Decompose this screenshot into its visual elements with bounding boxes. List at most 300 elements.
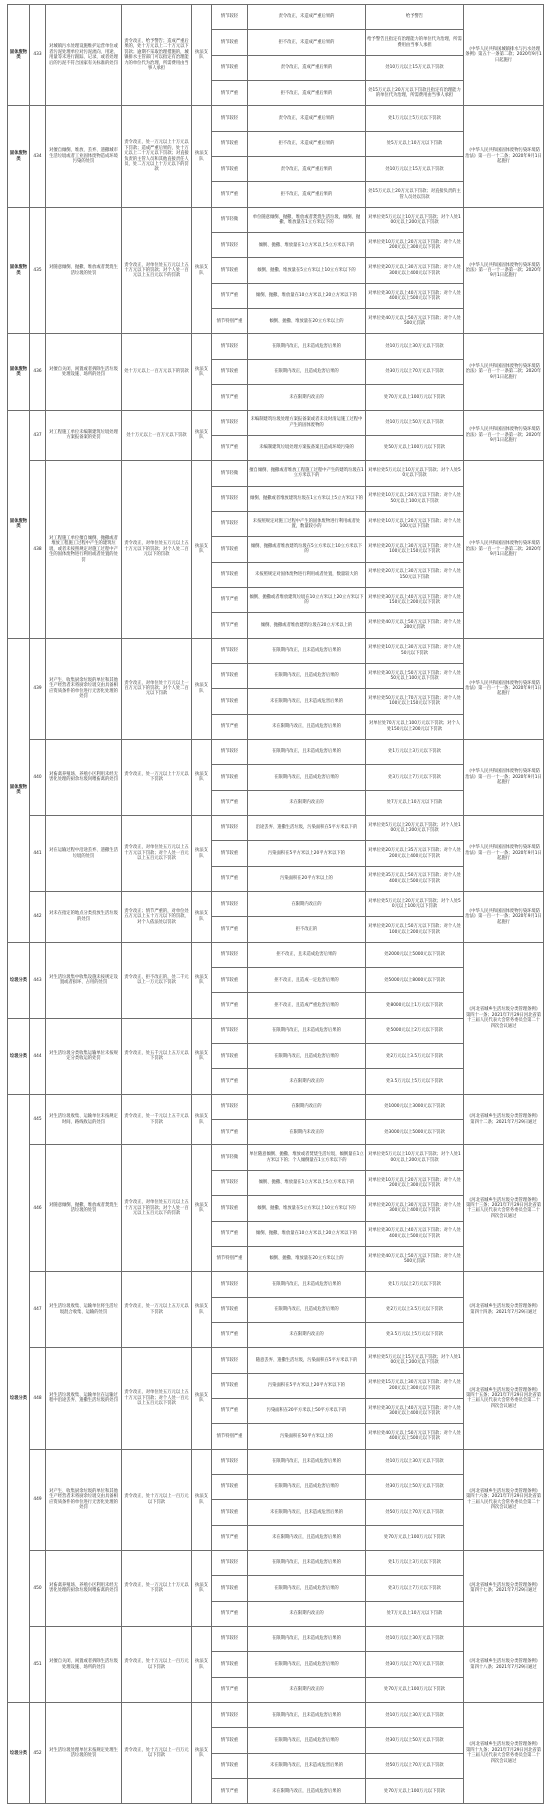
circumstance-cell: 污染面积在5平方米以上20平方米以下的 xyxy=(248,1373,366,1398)
penalty-standard-cell: 处70万元以上100万元以下罚款 xyxy=(366,385,464,410)
penalty-standard-cell: 处2万元以上3.5万元以下罚款 xyxy=(366,1044,464,1069)
severity-level-cell: 情节较轻 xyxy=(212,739,248,764)
legal-basis-cell: 《中华人民共和国固体废物污染环境防治法》第一百一十一条；2020年9月1日起施行 xyxy=(464,892,544,943)
penalty-basis-cell: 责令改正，处一万元以上十万元以下罚款；造成严重后果的，处十万元以上二十万元以下罚款；对直接负责的主管人员和其他直接责任人员，处二万元以上十万元以下的罚款 xyxy=(122,106,192,207)
penalty-standard-cell: 处5000元以上2万元以下罚款 xyxy=(366,1018,464,1043)
penalty-standard-cell: 对单位处35万元以上50万元以下罚款；对个人处400元以上500元以下罚款 xyxy=(366,866,464,891)
penalty-standard-cell: 对单位处5万元以上15万元以下罚款；对个人处100元以上200元以下罚款 xyxy=(366,1348,464,1373)
item-number-cell: 442 xyxy=(30,892,46,943)
circumstance-cell: 倾倒、抛撒、堆放量在10立方米以上20立方米以下的 xyxy=(248,1221,366,1246)
circumstance-cell: 责令改正，未造成严重后果的 xyxy=(248,5,366,30)
item-number-cell: 435 xyxy=(30,207,46,334)
severity-level-cell: 情节较重 xyxy=(212,1297,248,1322)
penalty-basis-cell: 责令改正，处十万元以上一百万元以下罚款 xyxy=(122,1449,192,1550)
severity-level-cell: 情节较轻 xyxy=(212,892,248,917)
penalty-standard-cell: 对单位处5万元以上20万元以下罚款；对个人处50元以上100元以下罚款 xyxy=(366,892,464,917)
category-cell: 垃圾分类 xyxy=(8,1018,30,1094)
legal-basis-cell: 《中华人民共和国固体废物污染环境防治法》第一百一十一条；2020年9月1日起施行 xyxy=(464,638,544,739)
enforcement-unit-cell: 执法支队 xyxy=(192,1145,212,1272)
item-number-cell: 440 xyxy=(30,739,46,815)
penalty-standard-cell: 处10万元以上30万元以下罚款 xyxy=(366,1449,464,1474)
severity-level-cell: 情节较重 xyxy=(212,157,248,182)
category-cell: 固体废物类 xyxy=(8,410,30,638)
circumstance-cell: 未按照规定对固体废物进行利用或者处置，数量较大的 xyxy=(248,562,366,587)
severity-level-cell: 情节较重 xyxy=(212,1196,248,1221)
circumstance-cell: 拒不改正，且造成一定危害后果的 xyxy=(248,968,366,993)
legal-basis-cell: 《中华人民共和国固体废物污染环境防治法》第一百一十一条第一款；2020年9月1日起施行 xyxy=(464,207,544,334)
severity-level-cell: 情节严重 xyxy=(212,993,248,1018)
penalty-standard-cell: 处2万元以上3.5万元以下罚款 xyxy=(366,1297,464,1322)
table-row xyxy=(8,1272,544,1297)
penalty-basis-cell: 责令改正，对单位处五万元以上五十万元以下的罚款；对个人处一百元以上五百元以下的罚款 xyxy=(122,1145,192,1272)
circumstance-cell: 未在限期内改正的 xyxy=(248,790,366,815)
item-number-cell: 448 xyxy=(30,1348,46,1449)
severity-level-cell: 情节较重 xyxy=(212,55,248,80)
severity-level-cell: 情节较轻 xyxy=(212,1018,248,1043)
circumstance-cell: 在限期内改正，且造成危害后果的 xyxy=(248,765,366,790)
severity-level-cell: 情节严重 xyxy=(212,1069,248,1094)
table-row xyxy=(8,638,544,663)
severity-level-cell: 情节较重 xyxy=(212,968,248,993)
penalty-standard-cell: 处30万元以上70万元以下罚款 xyxy=(366,1652,464,1677)
table-row xyxy=(8,207,544,232)
penalty-basis-cell: 责令改正，对单位处五万元以上五十万元以下的罚款；对个人处二百元以下的罚款 xyxy=(122,461,192,638)
legal-basis-cell: 《河北省城乡生活垃圾分类管理条例》第四十九条；2021年7月29日河北省第十三届人民代表大会常务委员会第二十四次会议通过 xyxy=(464,1703,544,1804)
category-cell: 固体废物类 xyxy=(8,5,30,106)
enforcement-unit-cell: 执法支队 xyxy=(192,1094,212,1145)
severity-level-cell: 情节较轻 xyxy=(212,106,248,131)
penalty-standard-cell: 处30万元以上50万元以下罚款 xyxy=(366,1474,464,1499)
penalty-standard-cell: 给予警告且指定有治理能力的单位代为治理，所需费用由当事人承担 xyxy=(366,30,464,55)
enforcement-unit-cell: 执法支队 xyxy=(192,1703,212,1804)
penalty-standard-cell: 处15万元以上20万元以下罚款且指定有治理能力的单位代为治理，所需费用由当事人承担 xyxy=(366,81,464,106)
circumstance-cell: 在限期内改正，且造成危害后果的 xyxy=(248,1576,366,1601)
circumstance-cell: 未在限期内改正的 xyxy=(248,385,366,410)
item-number-cell: 444 xyxy=(30,1018,46,1094)
severity-level-cell: 情节较轻 xyxy=(212,942,248,967)
severity-level-cell: 情节较重 xyxy=(212,1652,248,1677)
item-number-cell: 441 xyxy=(30,816,46,892)
penalty-standard-cell: 处10万元以上50万元以下罚款 xyxy=(366,410,464,435)
penalty-standard-cell: 对单位处5万元以上10万元以下罚款；对个人处100元以上200元以下罚款 xyxy=(366,1145,464,1170)
item-number-cell: 450 xyxy=(30,1550,46,1626)
severity-level-cell: 情节较重 xyxy=(212,537,248,562)
severity-level-cell: 情节较重 xyxy=(212,663,248,688)
severity-level-cell: 情节严重 xyxy=(212,81,248,106)
circumstance-cell: 倾倒、抛撒、堆放量在5立方米以上10立方米以下的 xyxy=(248,258,366,283)
severity-level-cell: 情节较重 xyxy=(212,1753,248,1778)
severity-level-cell: 情节较轻 xyxy=(212,5,248,30)
circumstance-cell: 责令改正，未造成严重后果的 xyxy=(248,106,366,131)
circumstance-cell: 倾倒、抛撒、堆放量在20立方米以上的 xyxy=(248,1246,366,1271)
violation-item-cell: 对城镇污水处理设施维护运营单位或者污泥处理单位对污泥流向、用途、用量等未进行跟踪、记录，或者处理后的污泥不符合国家有关标准的处罚 xyxy=(46,5,122,106)
penalty-basis-cell: 责令改正，处一万元以上十万元以下罚款 xyxy=(122,739,192,815)
severity-level-cell: 情节较轻 xyxy=(212,233,248,258)
penalty-standard-cell: 处70万元以上100万元以下罚款 xyxy=(366,1779,464,1804)
legal-basis-cell: 《河北省城乡生活垃圾分类管理条例》第四十二条；2021年7月29日通过 xyxy=(464,1094,544,1145)
violation-item-cell: 对生活垃圾收集、运输单位将生活垃圾混合收集、运输的处罚 xyxy=(46,1272,122,1348)
table-row xyxy=(8,942,544,967)
severity-level-cell: 情节较轻 xyxy=(212,1272,248,1297)
penalty-standard-cell: 对单位处5万元以上10万元以下罚款；对个人处100元以上200元以下罚款 xyxy=(366,207,464,232)
severity-level-cell: 情节较重 xyxy=(212,841,248,866)
severity-level-cell: 情节严重 xyxy=(212,283,248,308)
circumstance-cell: 未按照规定对施工过程中产生的固体废物进行利用或者处置，数量较小的 xyxy=(248,511,366,536)
table-row xyxy=(8,5,544,30)
circumstance-cell: 在限期内改正，且造成危害后果的 xyxy=(248,1728,366,1753)
penalty-standard-cell: 处3万元以上7万元以下罚款 xyxy=(366,765,464,790)
severity-level-cell: 情节严重 xyxy=(212,1677,248,1702)
circumstance-cell: 倾倒、抛撒或者堆放建筑垃圾在1立方米以上5立方米以下的 xyxy=(248,486,366,511)
category-cell: 固体废物类 xyxy=(8,334,30,410)
severity-level-cell: 情节较重 xyxy=(212,1044,248,1069)
circumstance-cell: 倾倒、抛撒或者堆放建筑垃圾在10立方米以上20立方米以下的 xyxy=(248,587,366,612)
legal-basis-cell: 《中华人民共和国固体废物污染环境防治法》第一百一十一条；2020年9月1日起施行 xyxy=(464,816,544,892)
category-cell: 固体废物类 xyxy=(8,207,30,334)
penalty-basis-cell: 责令改正，处一万元以上十万元以下罚款 xyxy=(122,1550,192,1626)
circumstance-cell: 在限期内改正，且造成危害后果的 xyxy=(248,1652,366,1677)
circumstance-cell: 未在限期内改正，且未造成危害后果的 xyxy=(248,1753,366,1778)
penalty-standard-cell: 处8000元以上1万元以下罚款 xyxy=(366,993,464,1018)
table-row xyxy=(8,816,544,841)
penalty-standard-cell: 处3万元以上7万元以下罚款 xyxy=(366,1576,464,1601)
violation-item-cell: 对工程施工单位未编制建筑垃圾处理方案报备案的处罚 xyxy=(46,410,122,461)
circumstance-cell: 未在限期内改正的 xyxy=(248,1322,366,1347)
circumstance-cell: 倾倒、抛撒、堆放量在1立方米以上5立方米以下的 xyxy=(248,233,366,258)
severity-level-cell: 情节特别严重 xyxy=(212,1424,248,1449)
violation-item-cell: 对生活垃圾收集、运输单位未按规定时间、路线收运的处罚 xyxy=(46,1094,122,1145)
circumstance-cell: 责令改正，造成严重后果的 xyxy=(248,55,366,80)
violation-item-cell: 对未在指定的地点分类投放生活垃圾的处罚 xyxy=(46,892,122,943)
penalty-standard-cell: 处7万元以上10万元以下罚款 xyxy=(366,790,464,815)
circumstance-cell: 在限期内改正，且造成危害后果的 xyxy=(248,1297,366,1322)
severity-level-cell: 情节较轻 xyxy=(212,816,248,841)
penalty-standard-cell: 处70万元以上100万元以下罚款 xyxy=(366,1525,464,1550)
violation-item-cell: 对擅自关闭、闲置或者拆除生活垃圾处理设施、场所的处罚 xyxy=(46,1627,122,1703)
severity-level-cell: 情节较重 xyxy=(212,131,248,156)
circumstance-cell: 拒不改正，且造成严重危害后果的 xyxy=(248,993,366,1018)
violation-item-cell: 对产生、收集厨余垃圾的单位和其他生产经营者未将厨余垃圾交由具备相应资质条件的单位进行无害化处理的处罚 xyxy=(46,1449,122,1550)
severity-level-cell: 情节较重 xyxy=(212,562,248,587)
table-row xyxy=(8,334,544,359)
circumstance-cell: 倾倒、抛撒或者堆放建筑垃圾在20立方米以上的 xyxy=(248,613,366,638)
circumstance-cell: 在限期内改正，且造成危害后果的 xyxy=(248,359,366,384)
circumstance-cell: 擅自倾倒、抛撒或者堆放工程施工过程中产生的建筑垃圾在1立方米以下的 xyxy=(248,461,366,486)
penalty-standard-cell: 对单位处40万元以上50万元以下罚款；对个人处200元罚款 xyxy=(366,613,464,638)
penalty-standard-cell: 对单位处15万元以上30万元以下罚款；对个人处200元以上300元以下罚款 xyxy=(366,1373,464,1398)
circumstance-cell: 污染面积在20平方米以上的 xyxy=(248,866,366,891)
enforcement-unit-cell: 执法支队 xyxy=(192,1627,212,1703)
penalty-standard-cell: 对单位处50万元以上70万元以下罚款；对个人处100元以上150元以下罚款 xyxy=(366,689,464,714)
item-number-cell: 452 xyxy=(30,1703,46,1804)
penalty-standard-cell: 对单位处20万元以上35万元以下罚款；对个人处200元以上400元以下罚款 xyxy=(366,841,464,866)
penalty-basis-cell: 责令改正，处十万元以上一百万元以下罚款 xyxy=(122,1627,192,1703)
item-number-cell: 443 xyxy=(30,942,46,1018)
table-row xyxy=(8,739,544,764)
table-row xyxy=(8,1449,544,1474)
circumstance-cell: 倾倒、抛撒或者堆放建筑垃圾在5立方米以上10立方米以下的 xyxy=(248,537,366,562)
circumstance-cell: 责令改正，造成严重后果的 xyxy=(248,157,366,182)
penalty-standard-cell: 对单位处20万元以上30万元以下罚款；对个人处150元以下罚款 xyxy=(366,562,464,587)
circumstance-cell: 未在限期内改正的 xyxy=(248,1677,366,1702)
penalty-standard-cell: 对单位处20万元以上30万元以下罚款；对个人处300元以上400元以下罚款 xyxy=(366,1196,464,1221)
severity-level-cell: 情节严重 xyxy=(212,1525,248,1550)
circumstance-cell: 在限期内改正，且未造成危害后果的 xyxy=(248,638,366,663)
penalty-standard-cell: 给予警告 xyxy=(366,5,464,30)
severity-level-cell: 情节较重 xyxy=(212,359,248,384)
violation-item-cell: 对生活垃圾分类收集运输单位未按规定分类收运的处罚 xyxy=(46,1018,122,1094)
violation-item-cell: 对畜禽养殖场、养殖小区利用未经无害化处理的厨余垃圾饲喂畜禽的处罚 xyxy=(46,739,122,815)
category-cell: 垃圾分类 xyxy=(8,942,30,1018)
legal-basis-cell: 《中华人民共和国固体废物污染环境防治法》第一百一十二条；2020年9月1日起施行 xyxy=(464,106,544,207)
penalty-basis-cell: 责令改正，处一千元以上五千元以下罚款 xyxy=(122,1094,192,1145)
enforcement-unit-cell: 执法支队 xyxy=(192,410,212,461)
enforcement-unit-cell: 执法支队 xyxy=(192,1449,212,1550)
circumstance-cell: 污染面积在5平方米以上20平方米以下的 xyxy=(248,841,366,866)
legal-basis-cell: 《河北省城乡生活垃圾分类管理条例》第四十一条；2021年7月29日河北省第十三届人民代表大会常务委员会第二十四次会议通过 xyxy=(464,942,544,1094)
enforcement-unit-cell: 执法支队 xyxy=(192,1018,212,1094)
penalty-basis-cell: 责令改正，处十万元以上一百万元以下罚款 xyxy=(122,1703,192,1804)
violation-item-cell: 对生活垃圾集中收集设施未按规定设置或者损坏、占用的处罚 xyxy=(46,942,122,1018)
penalty-standard-cell: 对单位处70万元以上100万元以下罚款；对个人处150元以上200元以下罚款 xyxy=(366,714,464,739)
enforcement-unit-cell: 执法支队 xyxy=(192,1272,212,1348)
penalty-standard-cell: 对单位处10万元以上20万元以下罚款；对个人处200元以上300元以下罚款 xyxy=(366,233,464,258)
enforcement-unit-cell: 执法支队 xyxy=(192,1348,212,1449)
severity-level-cell: 情节较重 xyxy=(212,1500,248,1525)
circumstance-cell: 拒不改正，造成严重后果的 xyxy=(248,182,366,207)
severity-level-cell: 情节较轻 xyxy=(212,1348,248,1373)
circumstance-cell: 在限期内改正，且造成危害后果的 xyxy=(248,1044,366,1069)
severity-level-cell: 情节严重 xyxy=(212,613,248,638)
legal-basis-cell: 《中华人民共和国固体废物污染环境防治法》第一百一十一条第二款；2020年9月1日起施行 xyxy=(464,334,544,410)
severity-level-cell: 情节较轻 xyxy=(212,334,248,359)
penalty-standard-cell: 处1万元以上2万元以下罚款 xyxy=(366,1272,464,1297)
legal-basis-cell: 《中华人民共和国城镇排水与污水处理条例》第五十一条第二款；2020年9月1日起施行 xyxy=(464,5,544,106)
penalty-basis-cell: 责令改正，处一万元以上五万元以下罚款 xyxy=(122,1272,192,1348)
penalty-standard-cell: 处10万元以上30万元以下罚款 xyxy=(366,334,464,359)
penalty-standard-cell: 处70万元以上100万元以下罚款 xyxy=(366,1677,464,1702)
severity-level-cell: 情节严重 xyxy=(212,1120,248,1145)
circumstance-cell: 污染面积在20平方米以上50平方米以下的 xyxy=(248,1398,366,1423)
circumstance-cell: 在限期内改正，且未造成危害后果的 xyxy=(248,1627,366,1652)
legal-basis-cell: 《河北省城乡生活垃圾分类管理条例》第四十四条；2021年7月29日通过 xyxy=(464,1272,544,1348)
circumstance-cell: 单位随意倾倒、抛撒、堆放或者焚烧生活垃圾，倾倒量在1立方米以下的；个人倾倒量在1立方米以下的 xyxy=(248,1145,366,1170)
violation-item-cell: 对随意倾倒、抛撒、堆放或者焚烧生活垃圾的处罚 xyxy=(46,207,122,334)
circumstance-cell: 在限期内改正，且造成危害后果的 xyxy=(248,1474,366,1499)
penalty-standard-cell: 处3.5万元以上5万元以下罚款 xyxy=(366,1069,464,1094)
penalty-standard-cell: 处2000元以上5000元以下罚款 xyxy=(366,942,464,967)
enforcement-unit-cell: 执法支队 xyxy=(192,1550,212,1626)
circumstance-cell: 未在限期内改正，且未造成危害后果的 xyxy=(248,689,366,714)
table-row xyxy=(8,1627,544,1652)
item-number-cell: 445 xyxy=(30,1094,46,1145)
violation-item-cell: 对在运输过程中沿途丢弃、遗撒生活垃圾的处罚 xyxy=(46,816,122,892)
circumstance-cell: 倾倒、抛撒、堆放量在10立方米以上20立方米以下的 xyxy=(248,283,366,308)
enforcement-unit-cell: 执法支队 xyxy=(192,334,212,410)
circumstance-cell: 在限期内改正，且造成危害后果的 xyxy=(248,663,366,688)
penalty-basis-cell: 责令改正，处五千元以上五万元以下罚款 xyxy=(122,1018,192,1094)
table-row xyxy=(8,1018,544,1043)
table-row xyxy=(8,1550,544,1575)
item-number-cell: 433 xyxy=(30,5,46,106)
severity-level-cell: 情节严重 xyxy=(212,866,248,891)
penalty-standard-cell: 处50万元以上70万元以下罚款 xyxy=(366,1753,464,1778)
circumstance-cell: 拒不改正的 xyxy=(248,917,366,942)
severity-level-cell: 情节较轻 xyxy=(212,410,248,435)
item-number-cell: 446 xyxy=(30,1145,46,1272)
circumstance-cell: 拒不改正，造成严重后果的 xyxy=(248,81,366,106)
circumstance-cell: 未在限期内改正的 xyxy=(248,1069,366,1094)
penalty-standard-cell: 对单位处40万元以上50万元以下罚款；对个人处500元罚款 xyxy=(366,1246,464,1271)
severity-level-cell: 情节较重 xyxy=(212,1373,248,1398)
penalty-standard-cell: 处1000元以上3000元以下罚款 xyxy=(366,1094,464,1119)
penalty-standard-cell: 处1万元以上3万元以下罚款 xyxy=(366,1550,464,1575)
item-number-cell: 434 xyxy=(30,106,46,207)
legal-basis-cell: 《河北省城乡生活垃圾分类管理条例》第四十三条；2021年7月29日河北省第十三届人民代表大会常务委员会第二十四次会议通过 xyxy=(464,1145,544,1272)
circumstance-cell: 在限期内改正的 xyxy=(248,892,366,917)
legal-basis-cell: 《中华人民共和国固体废物污染环境防治法》第一百一十一条第二款；2020年9月1日起施行 xyxy=(464,461,544,638)
circumstance-cell: 在限期内未改正的 xyxy=(248,1120,366,1145)
penalty-standard-cell: 处1万元以上5万元以下罚款 xyxy=(366,106,464,131)
item-number-cell: 449 xyxy=(30,1449,46,1550)
circumstance-cell: 未在限期内改正，且造成危害后果的 xyxy=(248,1525,366,1550)
legal-basis-cell: 《河北省城乡生活垃圾分类管理条例》第四十六条；2021年7月29日河北省第十三届人民代表大会常务委员会第二十四次会议通过 xyxy=(464,1449,544,1550)
circumstance-cell: 未编制建筑垃圾处理方案报备案或者未及时清运施工过程中产生的固体废物的 xyxy=(248,410,366,435)
severity-level-cell: 情节轻微 xyxy=(212,207,248,232)
circumstance-cell: 在限期内改正的 xyxy=(248,1094,366,1119)
circumstance-cell: 单位随意倾倒、抛撒、堆放或者焚烧生活垃圾，倾倒、抛撒、堆放量在1立方米以下的 xyxy=(248,207,366,232)
severity-level-cell: 情节严重 xyxy=(212,1779,248,1804)
penalty-standard-cell: 对单位处30万元以上40万元以下罚款；对个人处400元以上500元以下罚款 xyxy=(366,1221,464,1246)
item-number-cell: 451 xyxy=(30,1627,46,1703)
severity-level-cell: 情节较重 xyxy=(212,1474,248,1499)
penalty-standard-cell: 对单位处40万元以上50万元以下罚款；对个人处400元以上500元以下罚款 xyxy=(366,1424,464,1449)
severity-level-cell: 情节严重 xyxy=(212,587,248,612)
severity-level-cell: 情节轻微 xyxy=(212,461,248,486)
penalty-standard-cell: 对单位处5万元以上10万元以下罚款；对个人处50元以下罚款 xyxy=(366,461,464,486)
circumstance-cell: 沿途丢弃、遗撒生活垃圾，污染面积在5平方米以下的 xyxy=(248,816,366,841)
penalty-standard-cell: 对单位处5万元以上20万元以下罚款；对个人处100元以上200元以下罚款 xyxy=(366,816,464,841)
enforcement-unit-cell: 执法支队 xyxy=(192,739,212,815)
legal-basis-cell: 《河北省城乡生活垃圾分类管理条例》第四十八条；2021年7月29日通过 xyxy=(464,1627,544,1703)
severity-level-cell: 情节轻微 xyxy=(212,1145,248,1170)
item-number-cell: 439 xyxy=(30,638,46,739)
category-cell: 垃圾分类 xyxy=(8,1703,30,1804)
violation-item-cell: 对畜禽养殖场、养殖小区利用未经无害化处理的厨余垃圾饲喂畜禽的处罚 xyxy=(46,1550,122,1626)
severity-level-cell: 情节较重 xyxy=(212,1576,248,1601)
severity-level-cell: 情节较轻 xyxy=(212,1703,248,1728)
penalty-standard-cell: 处30万元以上50万元以下罚款 xyxy=(366,1728,464,1753)
severity-level-cell: 情节较轻 xyxy=(212,1550,248,1575)
item-number-cell: 438 xyxy=(30,461,46,638)
penalty-basis-cell: 责令改正，拒不改正的，处二千元以上一万元以下罚款 xyxy=(122,942,192,1018)
penalty-basis-cell: 责令改正，给予警告；造成严重后果的，处十万元以上二十万元以下罚款；逾期不采取治理措施的，城镇排水主管部门可以指定有治理能力的单位代为治理，所需费用由当事人承担 xyxy=(122,5,192,106)
table-row xyxy=(8,1348,544,1373)
enforcement-unit-cell: 执法支队 xyxy=(192,5,212,106)
severity-level-cell: 情节严重 xyxy=(212,435,248,460)
penalty-basis-cell: 处十万元以上一百万元以下的罚款 xyxy=(122,334,192,410)
circumstance-cell: 随意丢弃、遗撒生活垃圾，污染面积在5平方米以下的 xyxy=(248,1348,366,1373)
penalty-standard-table xyxy=(7,4,544,1804)
enforcement-unit-cell: 执法支队 xyxy=(192,638,212,739)
penalty-standard-cell: 处10万元以上15万元以下罚款 xyxy=(366,55,464,80)
circumstance-cell: 在限期内改正，且未造成危害后果的 xyxy=(248,1449,366,1474)
penalty-standard-cell: 对单位处10万元以上20万元以下罚款；对个人处100元以下罚款 xyxy=(366,511,464,536)
severity-level-cell: 情节较轻 xyxy=(212,511,248,536)
table-row xyxy=(8,461,544,486)
severity-level-cell: 情节严重 xyxy=(212,385,248,410)
severity-level-cell: 情节较轻 xyxy=(212,638,248,663)
severity-level-cell: 情节较轻 xyxy=(212,1170,248,1195)
penalty-standard-cell: 对单位处30万元以上50万元以下罚款；对个人处50元以上100元以下罚款 xyxy=(366,663,464,688)
circumstance-cell: 未在限期内改正，且未造成危害后果的 xyxy=(248,1500,366,1525)
severity-level-cell: 情节特别严重 xyxy=(212,309,248,334)
circumstance-cell: 在限期内改正，且未造成危害后果的 xyxy=(248,334,366,359)
enforcement-unit-cell: 执法支队 xyxy=(192,892,212,943)
severity-level-cell: 情节较重 xyxy=(212,258,248,283)
severity-level-cell: 情节特别严重 xyxy=(212,1246,248,1271)
violation-item-cell: 对生活垃圾收集、运输单位在运输过程中沿途丢弃、遗撒生活垃圾的处罚 xyxy=(46,1348,122,1449)
penalty-standard-cell: 对单位处10万元以上30万元以下罚款；对个人处50元以下罚款 xyxy=(366,638,464,663)
severity-level-cell: 情节较重 xyxy=(212,689,248,714)
legal-basis-cell: 《中华人民共和国固体废物污染环境防治法》第一百一十一条第一款；2020年9月1日起施行 xyxy=(464,410,544,461)
category-cell: 垃圾分类 xyxy=(8,1094,30,1702)
enforcement-unit-cell: 执法支队 xyxy=(192,816,212,892)
penalty-standard-cell: 对单位处10万元以上20万元以下罚款；对个人处50元以上100元以下罚款 xyxy=(366,486,464,511)
circumstance-cell: 未在限期内改正，且造成危害后果的 xyxy=(248,1779,366,1804)
table-row xyxy=(8,1094,544,1119)
circumstance-cell: 拒不改正，未造成严重后果的 xyxy=(248,131,366,156)
severity-level-cell: 情节较轻 xyxy=(212,1094,248,1119)
table-row xyxy=(8,1145,544,1170)
severity-level-cell: 情节严重 xyxy=(212,182,248,207)
enforcement-unit-cell: 执法支队 xyxy=(192,207,212,334)
circumstance-cell: 未编制建筑垃圾处理方案报备案且造成环境污染的 xyxy=(248,435,366,460)
circumstance-cell: 未在限期内改正的 xyxy=(248,1601,366,1626)
penalty-standard-cell: 处10万元以上15万元以下罚款 xyxy=(366,157,464,182)
penalty-standard-cell: 对单位处20万元以上30万元以下罚款；对个人处100元以上150元以下罚款 xyxy=(366,537,464,562)
enforcement-unit-cell: 执法支队 xyxy=(192,461,212,638)
severity-level-cell: 情节严重 xyxy=(212,1322,248,1347)
violation-item-cell: 对擅自倾倒、堆放、丢弃、遗撒城市生活垃圾或者工业固体废物造成环境污染的处罚 xyxy=(46,106,122,207)
severity-level-cell: 情节严重 xyxy=(212,1221,248,1246)
violation-item-cell: 对生活垃圾处理单位未按规定处理生活垃圾的处罚 xyxy=(46,1703,122,1804)
severity-level-cell: 情节严重 xyxy=(212,714,248,739)
penalty-standard-cell: 处50万元以上100万元以下罚款 xyxy=(366,435,464,460)
penalty-standard-cell: 处1万元以上3万元以下罚款 xyxy=(366,739,464,764)
circumstance-cell: 拒不改正，且未造成危害后果的 xyxy=(248,942,366,967)
circumstance-cell: 在限期内改正，且未造成危害后果的 xyxy=(248,1018,366,1043)
penalty-basis-cell: 责令改正，对单位处十万元以上一百万元以下的罚款；对个人处二百元以下罚款 xyxy=(122,638,192,739)
severity-level-cell: 情节较重 xyxy=(212,1728,248,1753)
enforcement-unit-cell: 执法支队 xyxy=(192,106,212,207)
table-row xyxy=(8,1703,544,1728)
severity-level-cell: 情节严重 xyxy=(212,1398,248,1423)
severity-level-cell: 情节严重 xyxy=(212,917,248,942)
circumstance-cell: 在限期内改正，且未造成危害后果的 xyxy=(248,1703,366,1728)
table-row xyxy=(8,106,544,131)
penalty-standard-cell: 处30万元以上70万元以下罚款 xyxy=(366,359,464,384)
penalty-standard-cell: 处3.5万元以上5万元以下罚款 xyxy=(366,1322,464,1347)
violation-item-cell: 对随意倾倒、抛撒、堆放或者焚烧生活垃圾的处罚 xyxy=(46,1145,122,1272)
circumstance-cell: 倾倒、抛撒、堆放量在1立方米以上5立方米以下的 xyxy=(248,1170,366,1195)
violation-item-cell: 对工程施工单位擅自倾倒、抛撒或者堆放工程施工过程中产生的建筑垃圾，或者未按照规定对施工过程中产生的固体废物进行利用或者处置的处罚 xyxy=(46,461,122,638)
penalty-standard-cell: 处5000元以上8000元以下罚款 xyxy=(366,968,464,993)
circumstance-cell: 倾倒、抛撒、堆放量在20立方米以上的 xyxy=(248,309,366,334)
severity-level-cell: 情节较重 xyxy=(212,765,248,790)
violation-item-cell: 对产生、收集厨余垃圾的单位和其他生产经营者未将厨余垃圾交由具备相应资质条件的单位进行无害化处理的处罚 xyxy=(46,638,122,739)
penalty-standard-cell: 处3000元以上5000元以下罚款 xyxy=(366,1120,464,1145)
